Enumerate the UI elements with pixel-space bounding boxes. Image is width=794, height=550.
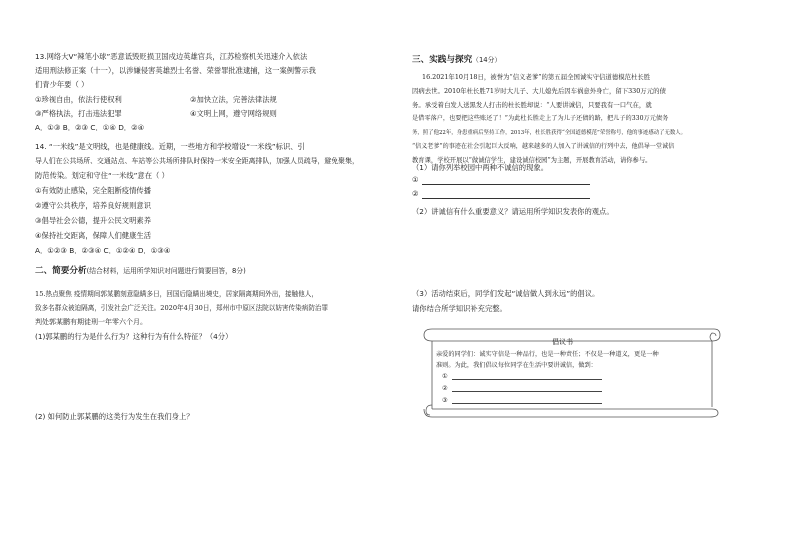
q14-line1: 14. “一米线”是文明线，也是健康线。近期，一些地方和学校增设“一米线”标识、引 xyxy=(35,142,305,151)
q16-sub3b: 请你结合所学知识补充完整。 xyxy=(412,304,507,313)
q15-line1: 15.热点聚焦 疫情期间郭某鹏刻意隐瞒多日，回国后隐瞒出境史，居家隔离期间外出，接触他人， xyxy=(35,290,318,298)
answer-line-1[interactable] xyxy=(422,184,590,185)
q13-option1: ①珍视自由，依法行使权利 xyxy=(35,95,122,104)
answer-mark-2: ② xyxy=(412,189,419,198)
q16-line1: 16.2021年10月18日，被誉为“信义老爹”的第五届全国诚实守信道德模范杜长胜 xyxy=(422,73,651,81)
q13-line2: 适用刑法修正案（十一），以涉嫌侵害英雄烈士名誉、荣誉罪批准逮捕，这一案例警示我 xyxy=(35,66,316,75)
q14-choices: A．①②③ B．②③④ C．①②④ D．①③④ xyxy=(35,246,171,255)
q13-line1: 13.网络大V“辣笔小球”恶意诋毁贬损卫国戍边英雄官兵，江苏检察机关迅速介入依法 xyxy=(35,52,308,61)
answer-line-2[interactable] xyxy=(422,198,590,199)
q16-sub3: （3）活动结束后，同学们发起“诚信做人到永远”的倡议。 xyxy=(412,289,600,298)
section2-note: (结合材料，运用所学知识对问题进行简要回答，8分) xyxy=(86,267,246,275)
proposal-title: 倡议书 xyxy=(552,338,573,346)
proposal-item3-line[interactable] xyxy=(452,403,602,404)
q16-line7: 教育课，学校开展以“做诚信学生，建设诚信校园”为主题，开展教育活动，请你参与。 xyxy=(412,157,652,164)
q13-choices: A．①③ B．②③ C．①④ D．②④ xyxy=(35,123,145,132)
proposal-item1-line[interactable] xyxy=(452,379,602,380)
proposal-line2: 准则。为此，我们倡议每位同学在生活中要讲诚信，做到： xyxy=(436,362,597,369)
q14-line3: 防范传染。划定和守住“一米线”意在（ ） xyxy=(35,171,169,180)
q16-line2: 因病去世。2010年杜长胜71岁时大儿子、大儿媳先后因车祸意外身亡，留下330万元的债 xyxy=(412,87,666,95)
q15-sub1: (1)郭某鹏的行为是什么行为？这种行为有什么特征？（4分） xyxy=(35,332,233,341)
q16-sub1: （1）请你列举校园中两种不诚信的现象。 xyxy=(412,163,548,172)
answer-mark-1: ① xyxy=(412,175,419,184)
q14-option1: ①有效防止感染，完全阻断疫情传播 xyxy=(35,186,151,195)
q16-line4: 是借零落户，也要把这些账还了！”为此杜长胜走上了为儿子还债的路，把儿子的330万元债务 xyxy=(412,115,669,122)
proposal-item2-line[interactable] xyxy=(452,391,602,392)
section2-heading xyxy=(35,266,246,276)
q13-line3: 们青少年要（ ） xyxy=(35,80,89,89)
q15-sub2: (2) 如何防止郭某鹏的这类行为发生在我们身上？ xyxy=(35,412,194,421)
q16-line5: 务，照了他22年，身患重病后坚持工作，2013年，杜长胜获得“全国道德模范”荣誉称号，他的事迹感动了无数人。 xyxy=(412,130,687,136)
section3-title: 三、实践与探究 xyxy=(412,55,473,65)
section3-heading xyxy=(412,55,501,65)
q16-line6: “信义老爹”的事迹在社会引起巨大反响，越来越多的人加入了讲诚信的行列中去，他倡导一堂诚信 xyxy=(412,143,675,150)
proposal-item2-mark: ② xyxy=(442,385,448,392)
q14-line2: 导人们在公共场所、交通站点、车站等公共场所排队时保持一米安全距离排队，加强人员疏导，避免聚集， xyxy=(35,157,359,165)
section2-title: 二、简要分析 xyxy=(35,266,87,276)
proposal-line1: 亲爱的同学们：诚实守信是一种品行，也是一种责任；不仅是一种道义，更是一种 xyxy=(436,351,659,358)
section3-note: （14分） xyxy=(472,56,502,64)
q15-line2: 致多名群众被迫隔离，引发社会广泛关注。2020年4月30日，郑州市中原区法院以妨害传染病防治罪 xyxy=(35,304,329,312)
q13-option3: ③严格执法，打击违法犯罪 xyxy=(35,109,122,118)
q13-option2: ②加快立法，完善法律法规 xyxy=(190,95,277,104)
q16-line3: 务。承受着白发人送黑发人打击的杜长胜却说：“人要讲诚信，只要我有一口气在，就 xyxy=(412,101,652,109)
q14-option3: ③倡导社会公德，提升公民文明素养 xyxy=(35,216,151,225)
q16-sub2: （2）讲诚信有什么重要意义？请运用所学知识发表你的观点。 xyxy=(412,207,614,216)
q13-option4: ④文明上网，遵守网络规则 xyxy=(190,109,277,118)
proposal-scroll xyxy=(420,321,722,423)
q14-option4: ④保持社交距离，保障人们健康生活 xyxy=(35,231,151,240)
q14-option2: ②遵守公共秩序，培养良好规则意识 xyxy=(35,201,151,210)
proposal-item3-mark: ③ xyxy=(442,397,448,404)
q15-line3: 判处郭某鹏有期徒刑一年零六个月。 xyxy=(35,318,147,326)
proposal-item1-mark: ① xyxy=(442,373,448,380)
